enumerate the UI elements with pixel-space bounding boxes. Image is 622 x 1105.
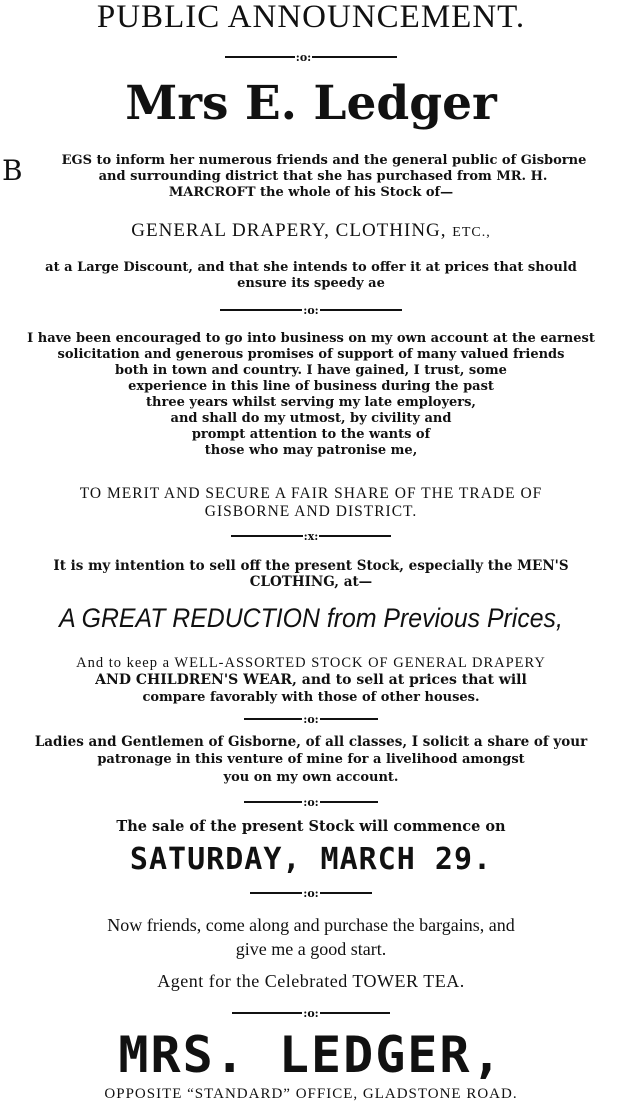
divider: :o:	[0, 886, 622, 900]
drop-cap: B	[2, 154, 23, 187]
advertiser-name: Mrs E. Ledger	[125, 76, 497, 131]
personal-line: I have been encouraged to go into business on my own account at the earnest	[27, 331, 595, 346]
personal-line: experience in this line of business during the past	[128, 379, 494, 394]
announcement-title: PUBLIC ANNOUNCEMENT.	[96, 0, 526, 35]
intro-line: and surrounding district that she has purchased from MR. H.	[98, 169, 548, 184]
personal-line: and shall do my utmost, by civility and	[170, 411, 452, 426]
divider: :o:	[0, 303, 622, 317]
stock-heading-main: GENERAL DRAPERY, CLOTHING,	[131, 220, 447, 241]
personal-line: both in town and country. I have gained, I trust, some	[115, 363, 507, 378]
keep-line: compare favorably with those of other houses.	[142, 690, 480, 705]
personal-line: solicitation and generous promises of support of many valued friends	[57, 347, 565, 362]
sale-line: The sale of the present Stock will commence on	[116, 818, 506, 835]
divider: :o:	[0, 795, 622, 809]
divider: :o:	[0, 712, 622, 726]
personal-line: those who may patronise me,	[204, 443, 418, 458]
ladies-line: you on my own account.	[223, 770, 399, 785]
keep-line: And to keep a WELL-ASSORTED STOCK OF GENERAL DRAPERY	[76, 655, 546, 671]
footer-name: MRS. LEDGER,	[118, 1026, 504, 1084]
ladies-line: Ladies and Gentlemen of Gisborne, of all classes, I solicit a share of your	[34, 734, 588, 750]
intention-line: It is my intention to sell off the present Stock, especially the MEN'S	[53, 558, 569, 574]
personal-line: three years whilst serving my late employers,	[146, 395, 476, 410]
stock-heading-etc: ETC.,	[452, 225, 491, 240]
intro-line: EGS to inform her numerous friends and the general public of Gisborne	[61, 153, 587, 168]
stock-heading	[0, 219, 622, 245]
divider: :o:	[0, 50, 622, 64]
friends-line: Now friends, come along and purchase the bargains, and	[107, 915, 515, 935]
caps-line: GISBORNE AND DISTRICT.	[204, 503, 418, 520]
ladies-line: patronage in this venture of mine for a livelihood amongst	[97, 752, 525, 767]
discount-line: ensure its speedy ae	[237, 276, 385, 291]
personal-line: prompt attention to the wants of	[191, 427, 431, 442]
intro-line: MARCROFT the whole of his Stock of—	[168, 185, 454, 200]
keep-line: AND CHILDREN'S WEAR, and to sell at prices that will	[95, 672, 527, 688]
friends-line: give me a good start.	[235, 939, 387, 959]
reduction-banner: A GREAT REDUCTION from Previous Prices,	[59, 603, 563, 633]
agent-line: Agent for the Celebrated TOWER TEA.	[157, 971, 465, 991]
intention-line: CLOTHING, at—	[249, 574, 373, 590]
caps-line: TO MERIT AND SECURE A FAIR SHARE OF THE TRADE OF	[79, 485, 543, 502]
footer-address: OPPOSITE “STANDARD” OFFICE, GLADSTONE ROAD.	[104, 1086, 518, 1102]
discount-line: at a Large Discount, and that she intends to offer it at prices that should	[45, 260, 577, 275]
intro-paragraph	[0, 153, 622, 201]
sale-date: SATURDAY, MARCH 29.	[129, 842, 493, 877]
divider: :o:	[0, 1006, 622, 1020]
divider: :x:	[0, 529, 622, 543]
